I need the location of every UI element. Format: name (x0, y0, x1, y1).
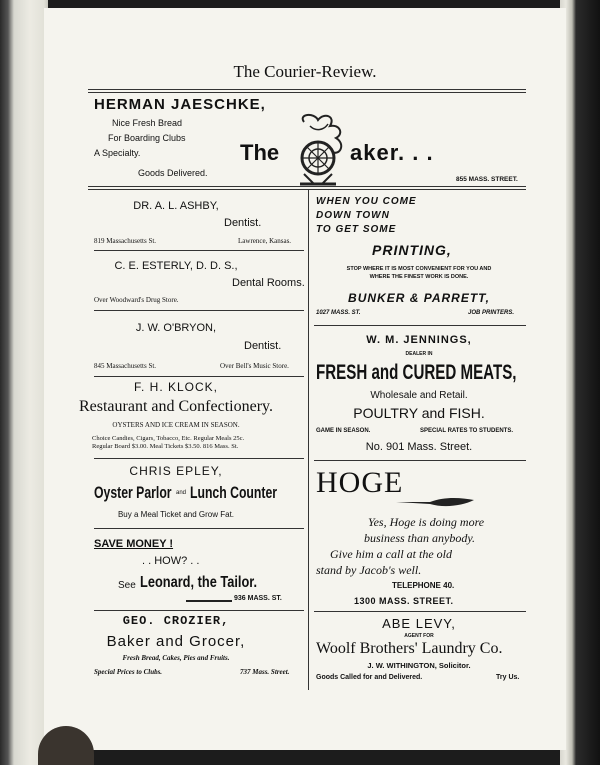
bunker-stop1: STOP WHERE IT IS MOST CONVENIENT FOR YOU AND (346, 266, 492, 272)
bunker-trade: JOB PRINTERS. (468, 310, 515, 316)
baker-logo-text: aker. . . (350, 140, 434, 165)
hoge-text1: Yes, Hoge is doing more (368, 515, 485, 529)
jennings-meats: FRESH and CURED MEATS, (316, 361, 517, 384)
hoge-name: HOGE (316, 466, 404, 499)
epley-name: CHRIS EPLEY, (129, 464, 223, 478)
rule (94, 250, 304, 251)
epley-business-b: Lunch Counter (190, 483, 278, 502)
levy-name: ABE LEVY, (382, 616, 456, 631)
ashby-address: 819 Massachusetts St. (94, 237, 157, 245)
book-spine (0, 0, 48, 765)
leonard-see: See (118, 580, 136, 591)
top-rule (88, 89, 526, 93)
jaeschke-name: HERMAN JAESCHKE, (94, 96, 266, 113)
page-title: The Courier-Review. (233, 62, 377, 81)
hoge-phone: TELEPHONE 40. (392, 581, 455, 590)
jaeschke-address: 855 MASS. STREET. (456, 176, 518, 183)
baker-logo-the: The (240, 140, 280, 165)
rule (314, 325, 526, 326)
klock-detail2: Regular Board $3.00. Meal Tickets $3.50. 816 Mass. St. (92, 443, 239, 450)
ashby-name: DR. A. L. ASHBY, (133, 200, 219, 212)
ashby-city: Lawrence, Kansas. (238, 237, 292, 245)
hoge-address: 1300 MASS. STREET. (354, 596, 454, 606)
crozier-name: GEO. CROZIER, (122, 614, 230, 628)
crozier-prices: Special Prices to Clubs. (94, 668, 163, 676)
newspaper-page (44, 8, 566, 750)
jennings-wholesale: Wholesale and Retail. (370, 390, 468, 401)
obryon-name: J. W. O'BRYON, (135, 322, 217, 334)
bunker-line1: WHEN YOU COME (316, 196, 417, 207)
levy-agent: AGENT FOR (404, 633, 434, 639)
bunker-line3: TO GET SOME (316, 224, 397, 235)
leonard-address: 936 MASS. ST. (234, 595, 282, 602)
jennings-dealer: DEALER IN (405, 351, 433, 357)
levy-solicitor: J. W. WITHINGTON, Solicitor. (367, 661, 471, 670)
obryon-location: Over Bell's Music Store. (220, 362, 289, 370)
crozier-business: Baker and Grocer, (106, 633, 246, 650)
jennings-address: No. 901 Mass. Street. (365, 441, 473, 453)
leonard-name: Leonard, the Tailor. (140, 574, 258, 591)
epley-business-and: and (176, 490, 187, 496)
rule (94, 528, 304, 529)
ashby-title: Dentist. (224, 217, 262, 229)
obryon-title: Dentist. (244, 340, 282, 352)
hoge-text2: business than anybody. (364, 531, 475, 545)
flourish-icon (186, 598, 232, 604)
levy-laundry: Woolf Brothers' Laundry Co. (316, 640, 503, 657)
jaeschke-line3: A Specialty. (94, 148, 141, 158)
jaeschke-line1: Nice Fresh Bread (112, 118, 183, 128)
esterly-name: C. E. ESTERLY, D. D. S., (114, 260, 238, 272)
levy-delivered: Goods Called for and Delivered. (316, 674, 423, 681)
esterly-title: Dental Rooms. (232, 277, 305, 289)
flourish-icon (396, 496, 476, 508)
jennings-game: GAME IN SEASON. (316, 428, 371, 434)
crozier-goods: Fresh Bread, Cakes, Pies and Fruits. (122, 654, 230, 662)
bunker-name: BUNKER & PARRETT, (348, 291, 490, 305)
leonard-how: . . HOW? . . (142, 555, 200, 567)
leonard-headline: SAVE MONEY ! (94, 538, 174, 550)
rule (314, 611, 526, 612)
rule (94, 458, 304, 459)
bunker-stop2: WHERE THE FINEST WORK IS DONE. (369, 274, 469, 280)
jaeschke-line2: For Boarding Clubs (108, 133, 186, 143)
levy-try: Try Us. (496, 674, 520, 681)
hoge-text4: stand by Jacob's well. (316, 563, 422, 577)
hoge-text3: Give him a call at the old (330, 547, 452, 561)
rule (88, 186, 526, 190)
rule (94, 610, 304, 611)
bunker-printing: PRINTING, (372, 242, 452, 258)
rule (94, 376, 304, 377)
rule (314, 460, 526, 461)
jaeschke-line4: Goods Delivered. (138, 168, 208, 178)
epley-tagline: Buy a Meal Ticket and Grow Fat. (117, 510, 235, 519)
ornate-b-logo-icon (290, 112, 350, 188)
page-edges (560, 0, 600, 765)
column-divider (308, 190, 309, 690)
klock-tagline: OYSTERS AND ICE CREAM IN SEASON. (112, 421, 240, 429)
bunker-address: 1027 MASS. ST. (316, 310, 361, 316)
epley-business-a: Oyster Parlor (94, 483, 172, 502)
esterly-address: Over Woodward's Drug Store. (94, 296, 179, 304)
crozier-address: 737 Mass. Street. (240, 668, 290, 676)
jennings-poultry: POULTRY and FISH. (353, 405, 485, 421)
jennings-rates: SPECIAL RATES TO STUDENTS. (420, 428, 514, 434)
klock-business: Restaurant and Confectionery. (78, 398, 273, 415)
klock-detail1: Choice Candies, Cigars, Tobacco, Etc. Regular Meals 25c. (92, 435, 245, 442)
obryon-address: 845 Massachusetts St. (94, 362, 157, 370)
klock-name: F. H. KLOCK, (133, 380, 219, 394)
bunker-line2: DOWN TOWN (316, 210, 390, 221)
rule (94, 310, 304, 311)
jennings-name: W. M. JENNINGS, (366, 334, 472, 346)
